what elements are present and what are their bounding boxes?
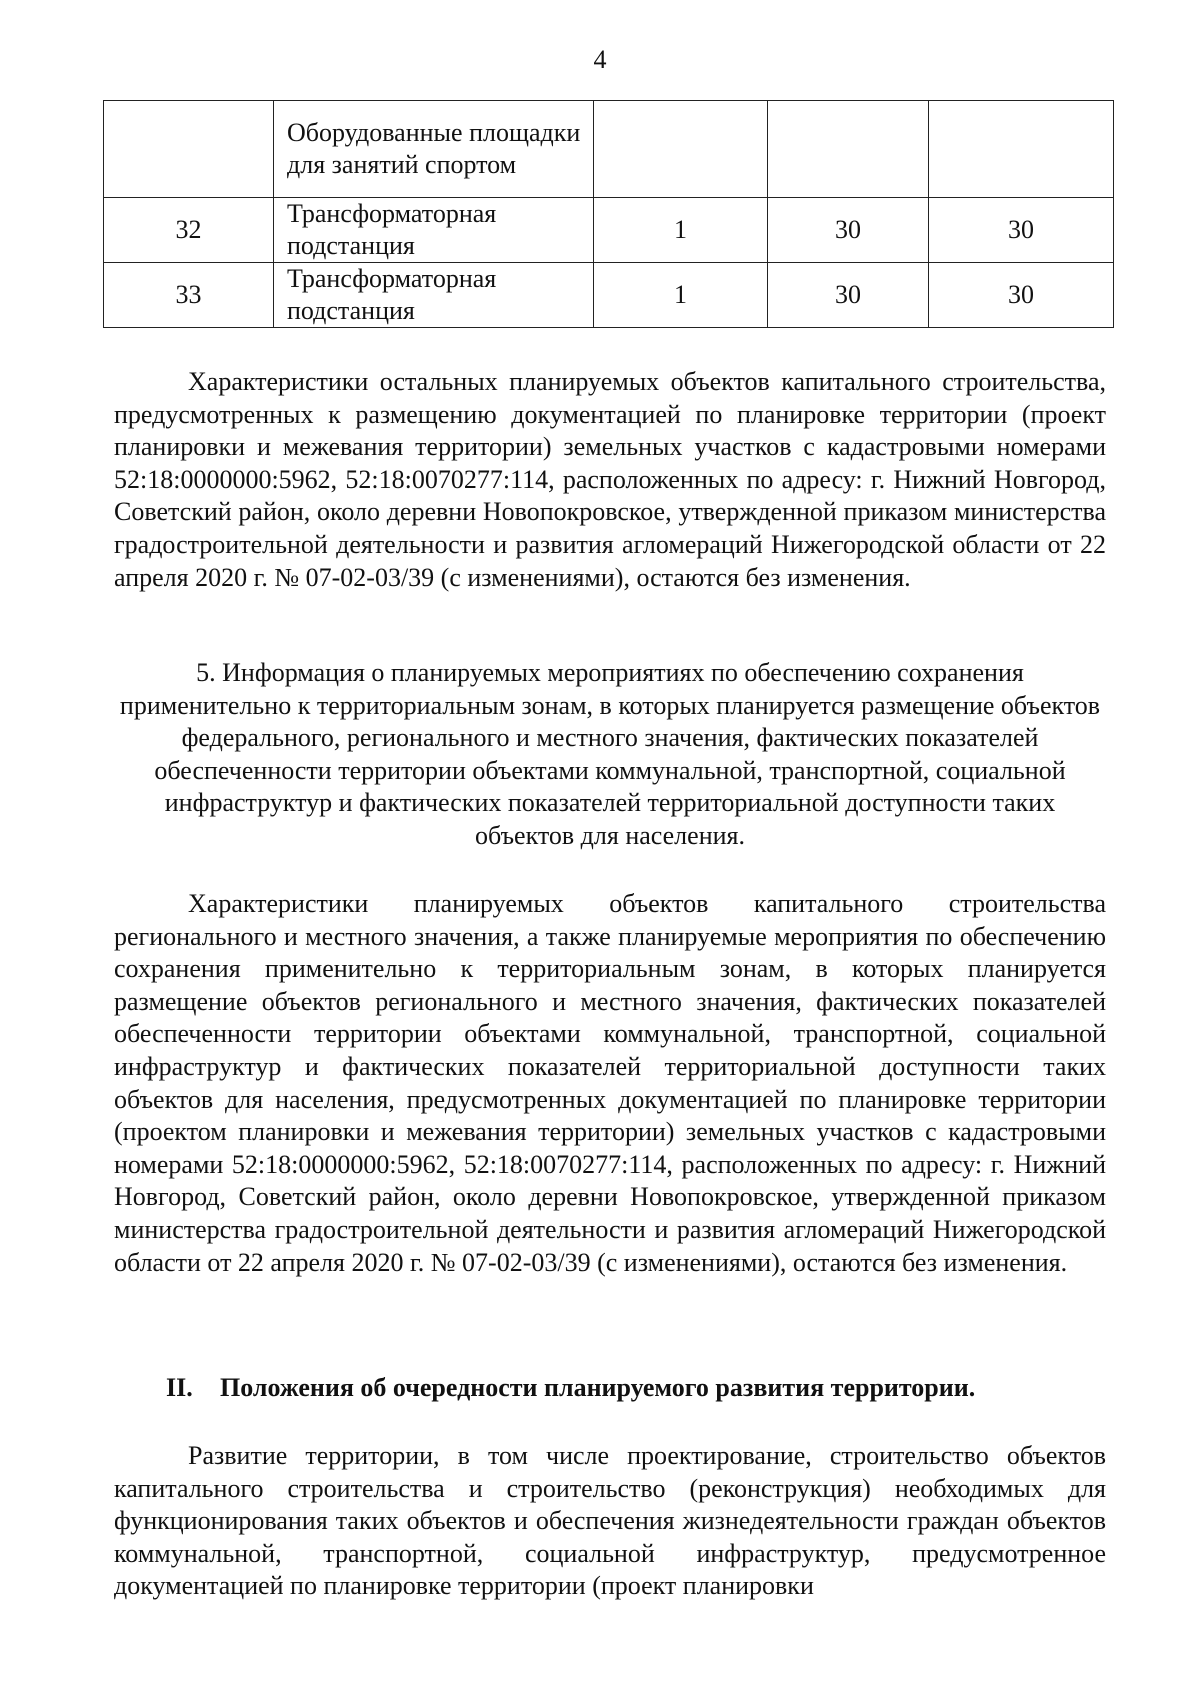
cell-value: 1 bbox=[594, 198, 768, 263]
row-number bbox=[104, 101, 274, 198]
object-name: Оборудованные площадки для занятий спортом bbox=[274, 101, 594, 198]
section-2-heading bbox=[114, 1372, 1106, 1404]
cell-value: 30 bbox=[768, 198, 929, 263]
table-row bbox=[104, 263, 1114, 328]
cell-value: 1 bbox=[594, 263, 768, 328]
section-5-title: 5. Информация о планируемых мероприятиях по обеспечению сохранения применительно к территориальным зонам, в которых планируется размещение объектов федерального, регионального и местного значения, фактических показателей обеспеченности территории объектами коммунальной, транспортной, социальной инфраструктур и фактических показателей территориальной доступности таких объектов для населения. bbox=[119, 658, 1101, 850]
objects-table bbox=[103, 100, 1114, 328]
table-row bbox=[104, 198, 1114, 263]
cell-value bbox=[768, 101, 929, 198]
cell-value bbox=[594, 101, 768, 198]
paragraph-other-objects: Характеристики остальных планируемых объектов капитального строительства, предусмотренных к размещению документацией по планировке территории (проект планировки и межевания территории) земельных участков с кадастровыми номерами 52:18:0000000:5962, 52:18:0070277:114, расположенных по адресу: г. Нижний Новгород, Советский район, около деревни Новопокровское, утвержденной приказом министерства градостроительной деятельности и развития агломераций Нижегородской области от 22 апреля 2020 г. № 07-02-03/39 (с изменениями), остаются без изменения. bbox=[114, 367, 1106, 592]
paragraph-development: Развитие территории, в том числе проектирование, строительство объектов капитального строительства и строительство (реконструкция) необходимых для функционирования таких объектов и обеспечения жизнедеятельности граждан объектов коммунальной, транспортной, социальной инфраструктур, предусмотренное документацией по планировке территории (проект планировки bbox=[114, 1441, 1106, 1601]
object-name: Трансформаторная подстанция bbox=[274, 198, 594, 263]
cell-value bbox=[929, 101, 1114, 198]
paragraph-regional-objects: Характеристики планируемых объектов капитального строительства регионального и местного значения, а также планируемые мероприятия по обеспечению сохранения применительно к территориальным зонам, в которых планируется размещение объектов регионального и местного значения, фактических показателей обеспеченности территории объектами коммунальной, транспортной, социальной инфраструктур и фактических показателей территориальной доступности таких объектов для населения, предусмотренных документацией по планировке территории (проектом планировки и межевания территории) земельных участков с кадастровыми номерами 52:18:0000000:5962, 52:18:0070277:114, расположенных по адресу: г. Нижний Новгород, Советский район, около деревни Новопокровское, утвержденной приказом министерства градостроительной деятельности и развития агломераций Нижегородской области от 22 апреля 2020 г. № 07-02-03/39 (с изменениями), остаются без изменения. bbox=[114, 889, 1106, 1277]
cell-value: 30 bbox=[768, 263, 929, 328]
row-number: 33 bbox=[104, 263, 274, 328]
row-number: 32 bbox=[104, 198, 274, 263]
cell-value: 30 bbox=[929, 198, 1114, 263]
table-row bbox=[104, 101, 1114, 198]
section-2-title: Положения об очередности планируемого развития территории. bbox=[220, 1373, 976, 1402]
object-name: Трансформаторная подстанция bbox=[274, 263, 594, 328]
section-2-numeral: II. bbox=[166, 1373, 193, 1402]
page-number: 4 bbox=[593, 45, 607, 74]
cell-value: 30 bbox=[929, 263, 1114, 328]
